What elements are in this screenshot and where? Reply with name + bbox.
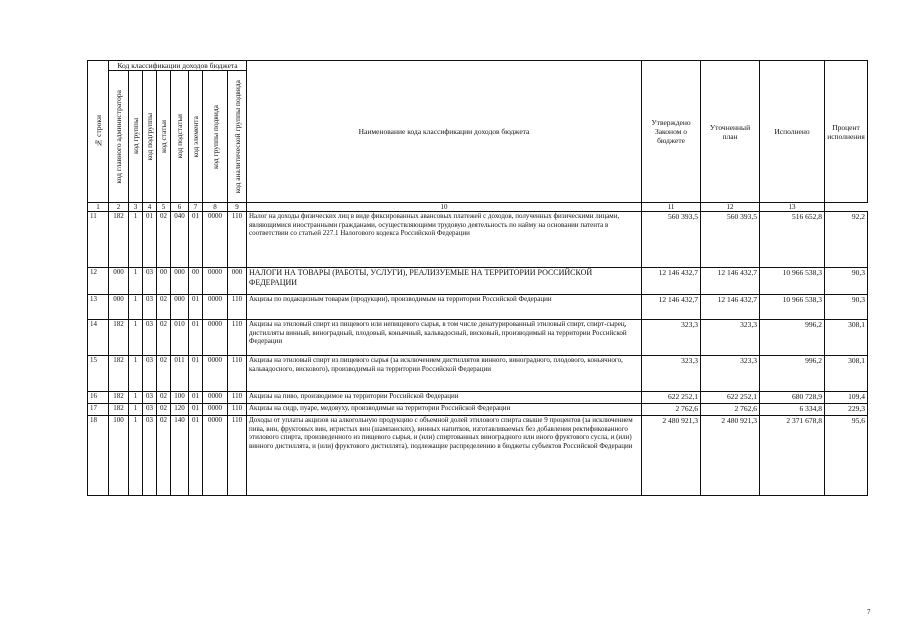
column-number: 13 xyxy=(760,203,825,212)
code-group: 1 xyxy=(129,320,143,356)
percent-value: 90,3 xyxy=(825,295,868,320)
table-row xyxy=(88,392,868,404)
column-number: 5 xyxy=(157,203,171,212)
column-number: 11 xyxy=(642,203,701,212)
code-group: 1 xyxy=(129,295,143,320)
column-number: 1 xyxy=(88,203,109,212)
table-row xyxy=(88,268,868,295)
column-number-row xyxy=(88,203,868,212)
header-code-article: код статьи xyxy=(157,71,171,203)
code-analytic-group: 110 xyxy=(228,356,247,392)
executed-value: 516 652,8 xyxy=(760,212,825,268)
code-admin: 000 xyxy=(109,295,129,320)
income-name: Акцизы на пиво, производимое на территории Российской Федерации xyxy=(247,392,642,404)
income-name: Налог на доходы физических лиц в виде фиксированных авансовых платежей с доходов, полученных физическими лицами, являющимися иностранными гражданами, осуществляющими трудовую деятельность по найму на основании патента в соответствии со статьей 227.1 Налогового кодекса Российской Федерации xyxy=(247,212,642,268)
header-code-subtype-group: код группы подвида xyxy=(203,71,228,203)
row-number: 13 xyxy=(88,295,109,320)
approved-value: 323,3 xyxy=(642,320,701,356)
code-element: 00 xyxy=(189,268,203,295)
revised-value: 323,3 xyxy=(701,356,760,392)
code-subarticle: 000 xyxy=(171,295,189,320)
code-subgroup: 03 xyxy=(143,320,157,356)
approved-value: 2 480 921,3 xyxy=(642,416,701,496)
code-analytic-group: 110 xyxy=(228,212,247,268)
code-admin: 182 xyxy=(109,392,129,404)
revised-value: 622 252,1 xyxy=(701,392,760,404)
code-analytic-group: 110 xyxy=(228,320,247,356)
executed-value: 680 728,9 xyxy=(760,392,825,404)
code-subarticle: 000 xyxy=(171,268,189,295)
approved-value: 2 762,6 xyxy=(642,404,701,416)
code-admin: 000 xyxy=(109,268,129,295)
revised-value: 2 480 921,3 xyxy=(701,416,760,496)
code-group: 1 xyxy=(129,404,143,416)
code-subtype-group: 0000 xyxy=(203,416,228,496)
executed-value: 996,2 xyxy=(760,356,825,392)
table-row xyxy=(88,212,868,268)
code-article: 02 xyxy=(157,356,171,392)
header-row-number: № строки xyxy=(88,61,109,203)
executed-value: 6 334,8 xyxy=(760,404,825,416)
code-subgroup: 03 xyxy=(143,404,157,416)
row-number: 15 xyxy=(88,356,109,392)
header-revised: Уточненный план xyxy=(701,61,760,203)
code-article: 02 xyxy=(157,404,171,416)
table-row xyxy=(88,320,868,356)
row-number: 14 xyxy=(88,320,109,356)
budget-revenue-table xyxy=(87,60,868,496)
code-group: 1 xyxy=(129,392,143,404)
percent-value: 308,1 xyxy=(825,356,868,392)
code-analytic-group: 110 xyxy=(228,416,247,496)
percent-value: 95,6 xyxy=(825,416,868,496)
header-code-subgroup: код подгруппы xyxy=(143,71,157,203)
code-admin: 182 xyxy=(109,320,129,356)
code-subtype-group: 0000 xyxy=(203,404,228,416)
code-admin: 182 xyxy=(109,212,129,268)
code-admin: 182 xyxy=(109,356,129,392)
revised-value: 323,3 xyxy=(701,320,760,356)
income-name: Акцизы по подакцизным товарам (продукции), производимым на территории Российской Федерации xyxy=(247,295,642,320)
column-number: 2 xyxy=(109,203,129,212)
code-admin: 100 xyxy=(109,416,129,496)
approved-value: 12 146 432,7 xyxy=(642,268,701,295)
row-number: 12 xyxy=(88,268,109,295)
percent-value: 109,4 xyxy=(825,392,868,404)
page-number: 7 xyxy=(867,608,871,616)
code-subgroup: 03 xyxy=(143,295,157,320)
code-element: 01 xyxy=(189,320,203,356)
header-code-group: код группы xyxy=(129,71,143,203)
code-subtype-group: 0000 xyxy=(203,392,228,404)
column-number: 12 xyxy=(701,203,760,212)
code-group: 1 xyxy=(129,268,143,295)
executed-value: 10 966 538,3 xyxy=(760,295,825,320)
row-number: 11 xyxy=(88,212,109,268)
header-name: Наименование кода классификации доходов бюджета xyxy=(247,61,642,203)
code-subarticle: 120 xyxy=(171,404,189,416)
code-subtype-group: 0000 xyxy=(203,320,228,356)
percent-value: 229,3 xyxy=(825,404,868,416)
code-subgroup: 01 xyxy=(143,212,157,268)
column-number: 6 xyxy=(171,203,189,212)
code-subgroup: 03 xyxy=(143,268,157,295)
code-subtype-group: 0000 xyxy=(203,212,228,268)
code-analytic-group: 110 xyxy=(228,404,247,416)
approved-value: 560 393,5 xyxy=(642,212,701,268)
table-row xyxy=(88,404,868,416)
code-analytic-group: 110 xyxy=(228,392,247,404)
executed-value: 996,2 xyxy=(760,320,825,356)
header-classification-group: Код классификации доходов бюджета xyxy=(109,61,247,71)
column-number: 4 xyxy=(143,203,157,212)
header-executed: Исполнено xyxy=(760,61,825,203)
code-analytic-group: 000 xyxy=(228,268,247,295)
code-group: 1 xyxy=(129,212,143,268)
income-name: НАЛОГИ НА ТОВАРЫ (РАБОТЫ, УСЛУГИ), РЕАЛИЗУЕМЫЕ НА ТЕРРИТОРИИ РОССИЙСКОЙ ФЕДЕРАЦИИ xyxy=(247,268,642,295)
column-number: 10 xyxy=(247,203,642,212)
code-article: 02 xyxy=(157,212,171,268)
code-analytic-group: 110 xyxy=(228,295,247,320)
code-subarticle: 100 xyxy=(171,392,189,404)
header-code-subarticle: код подстатьи xyxy=(171,71,189,203)
row-number: 17 xyxy=(88,404,109,416)
percent-value: 92,2 xyxy=(825,212,868,268)
code-article: 02 xyxy=(157,416,171,496)
code-element: 01 xyxy=(189,356,203,392)
code-element: 01 xyxy=(189,404,203,416)
code-subarticle: 140 xyxy=(171,416,189,496)
code-subgroup: 03 xyxy=(143,416,157,496)
executed-value: 2 371 678,8 xyxy=(760,416,825,496)
code-element: 01 xyxy=(189,212,203,268)
code-element: 01 xyxy=(189,295,203,320)
code-article: 00 xyxy=(157,268,171,295)
code-subarticle: 010 xyxy=(171,320,189,356)
code-subarticle: 011 xyxy=(171,356,189,392)
header-code-admin: код главного администратора xyxy=(109,71,129,203)
code-element: 01 xyxy=(189,416,203,496)
revised-value: 12 146 432,7 xyxy=(701,295,760,320)
percent-value: 308,1 xyxy=(825,320,868,356)
table-row xyxy=(88,356,868,392)
approved-value: 12 146 432,7 xyxy=(642,295,701,320)
revised-value: 2 762,6 xyxy=(701,404,760,416)
table-row xyxy=(88,295,868,320)
code-subgroup: 03 xyxy=(143,356,157,392)
income-name: Доходы от уплаты акцизов на алкогольную продукцию с объемной долей этилового спирта свыше 9 процентов (за исключением пива, вин, фруктовых вин, игристых вин (шампанских), винных напитков, изготавливаемых без добавления ректификованного этилового спирта, произведенного из пищевого сырья, и (или) спиртованных виноградного или иного фруктового сусла, и (или) винного дистиллята, и (или) фруктового дистиллята), подлежащие распределению в бюджеты субъектов Российской Федерации xyxy=(247,416,642,496)
header-code-element: код элемента xyxy=(189,71,203,203)
code-group: 1 xyxy=(129,416,143,496)
code-admin: 182 xyxy=(109,404,129,416)
percent-value: 90,3 xyxy=(825,268,868,295)
header-approved: Утверждено Законом о бюджете xyxy=(642,61,701,203)
column-number: 9 xyxy=(228,203,247,212)
revised-value: 560 393,5 xyxy=(701,212,760,268)
table-row xyxy=(88,416,868,496)
code-subtype-group: 0000 xyxy=(203,295,228,320)
code-subarticle: 040 xyxy=(171,212,189,268)
column-number: 3 xyxy=(129,203,143,212)
code-article: 02 xyxy=(157,320,171,356)
code-article: 02 xyxy=(157,295,171,320)
column-number: 7 xyxy=(189,203,203,212)
header-percent: Процент исполнения xyxy=(825,61,868,203)
code-group: 1 xyxy=(129,356,143,392)
approved-value: 622 252,1 xyxy=(642,392,701,404)
revised-value: 12 146 432,7 xyxy=(701,268,760,295)
code-subtype-group: 0000 xyxy=(203,356,228,392)
code-element: 01 xyxy=(189,392,203,404)
row-number: 16 xyxy=(88,392,109,404)
income-name: Акцизы на сидр, пуаре, медовуху, производимые на территории Российской Федерации xyxy=(247,404,642,416)
column-number: 8 xyxy=(203,203,228,212)
row-number: 18 xyxy=(88,416,109,496)
income-name: Акцизы на этиловый спирт из пищевого или непищевого сырья, в том числе денатурированный этиловый спирт, спирт-сырец, дистилляты винный, виноградный, плодовый, коньячный, кальвадосный, висковый, производимый на территории Российской Федерации xyxy=(247,320,642,356)
code-subgroup: 03 xyxy=(143,392,157,404)
income-name: Акцизы на этиловый спирт из пищевого сырья (за исключением дистиллятов винного, виноградного, плодового, коньячного, кальвадосного, вискового), производимый на территории Российской Федерации xyxy=(247,356,642,392)
executed-value: 10 966 538,3 xyxy=(760,268,825,295)
header-code-analytic-group: код аналитической группы подвида xyxy=(228,71,247,203)
code-article: 02 xyxy=(157,392,171,404)
approved-value: 323,3 xyxy=(642,356,701,392)
code-subtype-group: 0000 xyxy=(203,268,228,295)
